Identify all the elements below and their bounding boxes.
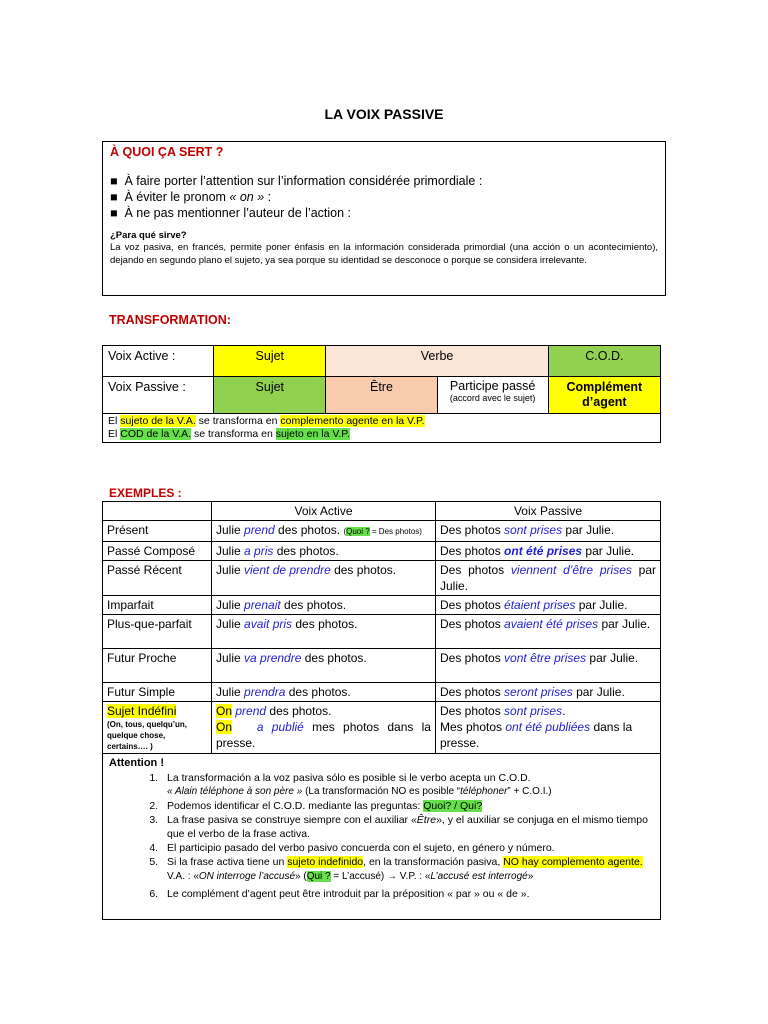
col-header-active: Voix Active <box>212 502 436 521</box>
active-label: Voix Active : <box>103 346 214 377</box>
attention-row <box>103 754 661 920</box>
passive-cell: Des photos ont été prises par Julie. <box>436 542 661 561</box>
passive-complement: Complément d’agent <box>548 377 660 414</box>
active-sujet: Sujet <box>214 346 326 377</box>
passive-etre: Être <box>326 377 437 414</box>
list-item: 3. La frase pasiva se construye siempre con el auxiliar «Être», y el auxiliar se conjuga en el mismo tiempo que el verbo de la frase activa. <box>161 813 654 841</box>
passive-cell: Des photos sont prises par Julie. <box>436 521 661 542</box>
active-cod: C.O.D. <box>548 346 660 377</box>
attention-heading: Attention ! <box>109 757 164 769</box>
passive-cell: Des photos viennent d’être prises par Julie. <box>436 561 661 596</box>
active-cell: Julie vient de prendre des photos. <box>212 561 436 596</box>
active-cell: Julie prenait des photos. <box>212 596 436 615</box>
passive-cell: Des photos seront prises par Julie. <box>436 683 661 702</box>
list-item: 1. La transformación a la voz pasiva sólo es posible si le verbo acepta un C.O.D. « Alain téléphone à son père » (La transformación NO es posible “téléphoner” + C.O.I.) <box>161 771 654 799</box>
list-item: 4. El participio pasado del verbo pasivo concuerda con el sujeto, en género y número. <box>161 841 654 855</box>
transformation-heading: TRANSFORMATION: <box>109 313 231 327</box>
table-row <box>103 683 661 702</box>
passive-cell: Des photos avaient été prises par Julie. <box>436 615 661 649</box>
active-cell: Julie prendra des photos. <box>212 683 436 702</box>
col-header-passive: Voix Passive <box>436 502 661 521</box>
passive-cell: Des photos vont être prises par Julie. <box>436 649 661 683</box>
transformation-table <box>102 345 661 443</box>
list-item: 2. Podemos identificar el C.O.D. mediante las preguntas: Quoi? / Qui? <box>161 799 654 813</box>
bullet-item: ■ À ne pas mentionner l’auteur de l’action : <box>110 206 352 220</box>
active-cell: On prend des photos. On a publié mes photos dans la presse. <box>212 702 436 754</box>
tense-cell: Passé Récent <box>103 561 212 596</box>
active-cell: Julie va prendre des photos. <box>212 649 436 683</box>
tense-cell: Plus-que-parfait <box>103 615 212 649</box>
purpose-box <box>102 141 666 296</box>
passive-cell: Des photos sont prises. Mes photos ont été publiées dans la presse. <box>436 702 661 754</box>
spanish-heading: ¿Para qué sirve? <box>110 230 187 241</box>
tense-cell: Passé Composé <box>103 542 212 561</box>
passive-cell: Des photos étaient prises par Julie. <box>436 596 661 615</box>
bullet-item: ■ À éviter le pronom « on » : <box>110 190 272 204</box>
list-item: 6. Le complément d’agent peut être introduit par la préposition « par » ou « de ». <box>161 887 654 901</box>
attention-cell <box>103 754 661 920</box>
page-title: LA VOIX PASSIVE <box>324 106 444 122</box>
table-row <box>103 596 661 615</box>
tense-cell: Futur Proche <box>103 649 212 683</box>
table-row-indefini <box>103 702 661 754</box>
exemples-heading: EXEMPLES : <box>109 486 182 500</box>
exemples-table <box>102 501 661 920</box>
passive-participe: Participe passé (accord avec le sujet) <box>437 377 548 414</box>
table-row <box>103 521 661 542</box>
tense-cell: Imparfait <box>103 596 212 615</box>
active-verbe: Verbe <box>326 346 548 377</box>
table-row <box>103 649 661 683</box>
active-cell: Julie prend des photos. (Quoi ? = Des photos) <box>212 521 436 542</box>
corner-cell <box>103 502 212 521</box>
attention-list <box>109 771 654 901</box>
spanish-explanation: La voz pasiva, en francés, permite poner énfasis en la información considerada primordial (una acción o un acontecimiento), dejando en segundo plano el sujeto, ya sea porque su identidad se desconoce o porque se considera irrelevante. <box>110 242 658 266</box>
table-row <box>103 615 661 649</box>
passive-label: Voix Passive : <box>103 377 214 414</box>
tense-cell: Présent <box>103 521 212 542</box>
purpose-bullets <box>110 173 658 221</box>
table-row <box>103 542 661 561</box>
tense-cell: Futur Simple <box>103 683 212 702</box>
list-item: 5. Si la frase activa tiene un sujeto indefinido, en la transformación pasiva, NO hay complemento agente. V.A. : «ON interroge l’accusé» (Qui ? = L’accusé) → V.P. : «L’accusé est interrogé» <box>161 855 654 884</box>
active-cell: Julie avait pris des photos. <box>212 615 436 649</box>
active-cell: Julie a pris des photos. <box>212 542 436 561</box>
table-row <box>103 561 661 596</box>
bullet-item: ■ À faire porter l’attention sur l’information considérée primordiale : <box>110 174 483 188</box>
transformation-notes: El sujeto de la V.A. se transforma en complemento agente en la V.P. El COD de la V.A. se transforma en sujeto en la V.P. <box>103 414 661 443</box>
passive-sujet: Sujet <box>214 377 326 414</box>
purpose-heading: À QUOI ÇA SERT ? <box>110 145 224 159</box>
tense-cell: Sujet Indéfini (On, tous, quelqu’un, quelque chose, certains…. ) <box>103 702 212 754</box>
